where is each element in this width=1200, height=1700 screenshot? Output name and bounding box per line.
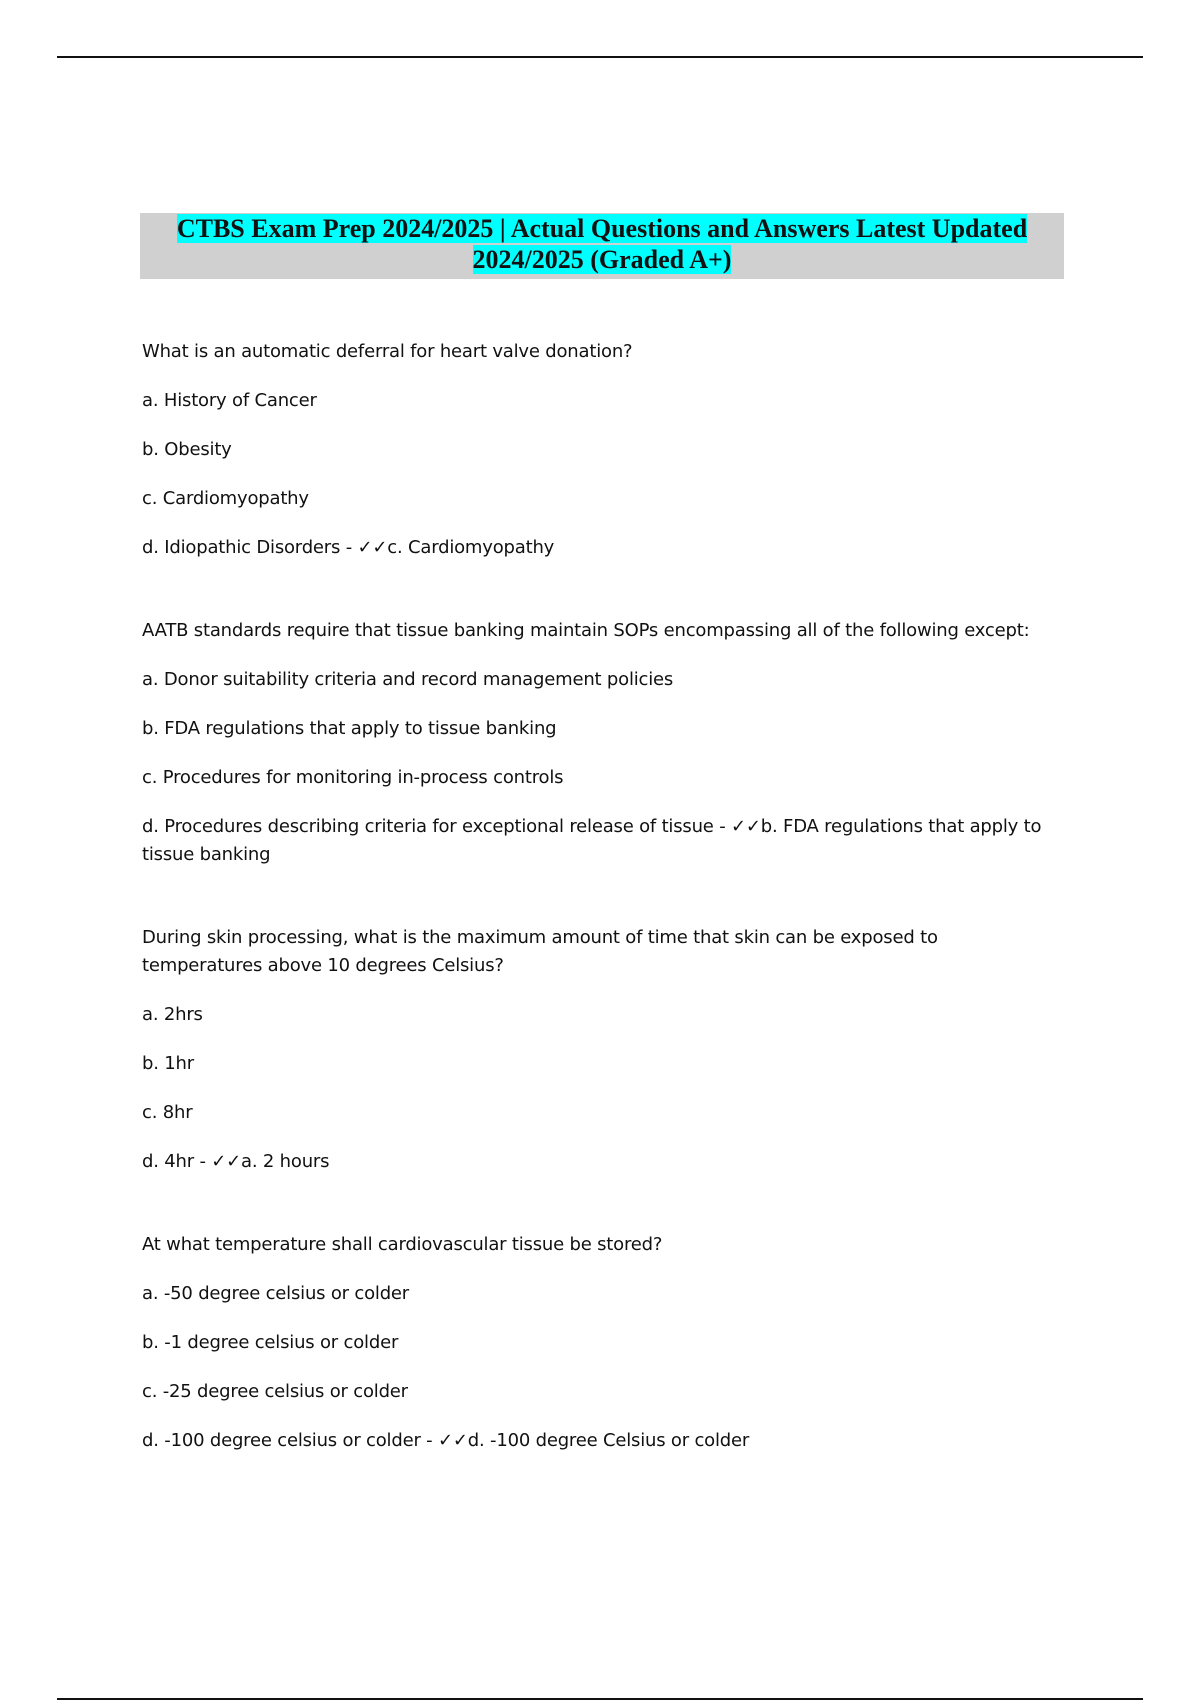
question-block-1 (142, 338, 1062, 562)
question-block-4 (142, 1231, 1062, 1455)
question-text: During skin processing, what is the maximum amount of time that skin can be exposed to temperatures above 10 degrees Celsius? (142, 927, 938, 976)
document-title (140, 213, 1064, 279)
option-d-with-answer: d. -100 degree celsius or colder - ✓✓d. -100 degree Celsius or colder (142, 1430, 750, 1451)
option-c: c. 8hr (142, 1102, 193, 1123)
option-b: b. FDA regulations that apply to tissue banking (142, 718, 557, 739)
option-c: c. Cardiomyopathy (142, 488, 309, 509)
question-text: At what temperature shall cardiovascular tissue be stored? (142, 1234, 663, 1255)
option-c: c. -25 degree celsius or colder (142, 1381, 408, 1402)
top-rule (57, 56, 1143, 58)
option-a: a. 2hrs (142, 1004, 203, 1025)
question-list (142, 338, 1062, 1510)
title-line-2: 2024/2025 (Graded A+) (472, 245, 732, 274)
option-a: a. History of Cancer (142, 390, 317, 411)
option-d-with-answer: d. Idiopathic Disorders - ✓✓c. Cardiomyopathy (142, 537, 555, 558)
question-text: AATB standards require that tissue banking maintain SOPs encompassing all of the following except: (142, 620, 1030, 641)
option-d-with-answer: d. Procedures describing criteria for exceptional release of tissue - ✓✓b. FDA regulations that apply to tissue banking (142, 816, 1042, 865)
option-b: b. Obesity (142, 439, 232, 460)
question-block-2 (142, 617, 1062, 869)
option-a: a. Donor suitability criteria and record management policies (142, 669, 674, 690)
question-text: What is an automatic deferral for heart valve donation? (142, 341, 633, 362)
question-block-3 (142, 924, 1062, 1176)
option-c: c. Procedures for monitoring in-process controls (142, 767, 564, 788)
option-d-with-answer: d. 4hr - ✓✓a. 2 hours (142, 1151, 330, 1172)
title-line-1: CTBS Exam Prep 2024/2025 | Actual Questions and Answers Latest Updated (176, 214, 1028, 243)
option-b: b. 1hr (142, 1053, 194, 1074)
option-a: a. -50 degree celsius or colder (142, 1283, 409, 1304)
option-b: b. -1 degree celsius or colder (142, 1332, 399, 1353)
